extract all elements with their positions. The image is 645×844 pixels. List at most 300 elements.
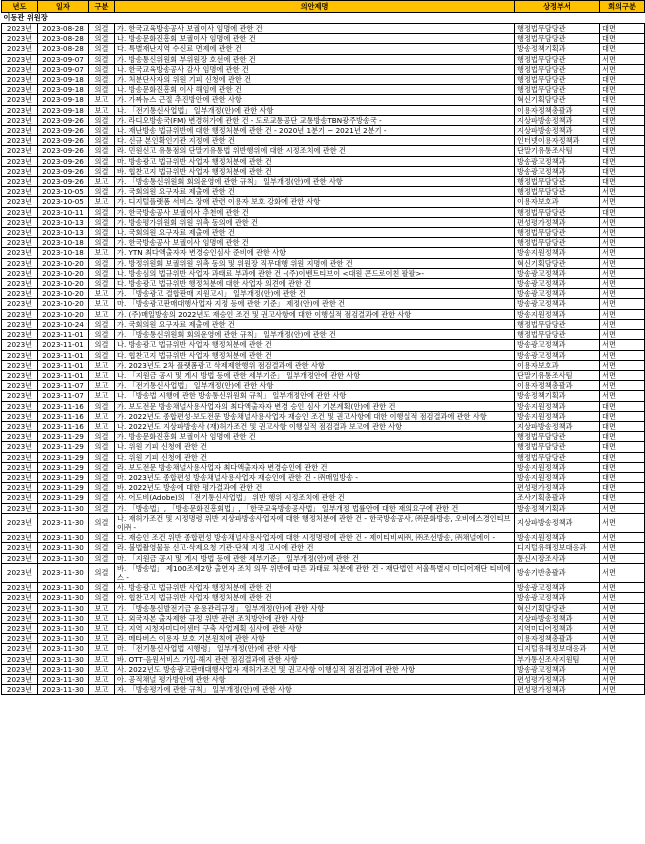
- cell-type: 의결: [89, 34, 115, 44]
- cell-date: 2023-11-16: [38, 401, 89, 411]
- cell-meeting: 서면: [600, 553, 645, 563]
- cell-type: 보고: [89, 248, 115, 258]
- cell-meeting: 서면: [600, 187, 645, 197]
- table-row: [2, 350, 645, 360]
- table-body: [2, 13, 645, 695]
- cell-title: 나. 국회의원 요구자료 제출에 관한 건: [115, 228, 515, 238]
- cell-year: 2023년: [2, 391, 38, 401]
- cell-meeting: 서면: [600, 370, 645, 380]
- cell-type: 의결: [89, 44, 115, 54]
- cell-date: 2023-09-26: [38, 136, 89, 146]
- cell-dept: 방송지원정책과: [515, 533, 600, 543]
- cell-date: 2023-09-18: [38, 105, 89, 115]
- cell-title: 가. 「방송통신발전기금 운용관리규정」 일부개정(안)에 관한 사항: [115, 603, 515, 613]
- table-row: [2, 105, 645, 115]
- cell-meeting: 서면: [600, 391, 645, 401]
- cell-type: 보고: [89, 685, 115, 695]
- cell-year: 2023년: [2, 248, 38, 258]
- cell-title: 라. 불법촬영물등 신고·삭제요청 기관·단체 지정 고시에 관한 건: [115, 543, 515, 553]
- cell-title: 가. 라디오방송국(FM) 변경허가에 관한 건 - 도로교통공단 교통방송TBN광주방송국 -: [115, 115, 515, 125]
- cell-title: 나. 재난방송 법규위반에 대한 행정처분에 관한 건 - 2020년 1분기 ~ 2021년 2분기 -: [115, 126, 515, 136]
- table-row: [2, 54, 645, 64]
- cell-year: 2023년: [2, 623, 38, 633]
- table-row: [2, 279, 645, 289]
- cell-meeting: 대면: [600, 401, 645, 411]
- table-row: [2, 442, 645, 452]
- cell-meeting: 서면: [600, 299, 645, 309]
- cell-dept: 방송광고정책과: [515, 268, 600, 278]
- cell-date: 2023-11-30: [38, 583, 89, 593]
- cell-year: 2023년: [2, 452, 38, 462]
- cell-title: 가. 2023년도 2차 플랫폼광고 삭제제한행위 점검결과에 관한 사항: [115, 360, 515, 370]
- cell-dept: 단말기유통조사팀: [515, 370, 600, 380]
- cell-date: 2023-11-16: [38, 421, 89, 431]
- cell-dept: 방송지원정책과: [515, 462, 600, 472]
- table-row: [2, 634, 645, 644]
- cell-dept: 편성평가정책과: [515, 217, 600, 227]
- cell-meeting: 서면: [600, 258, 645, 268]
- cell-year: 2023년: [2, 360, 38, 370]
- cell-dept: 방송지원정책과: [515, 248, 600, 258]
- cell-type: 의결: [89, 166, 115, 176]
- cell-date: 2023-11-01: [38, 370, 89, 380]
- cell-meeting: 서면: [600, 340, 645, 350]
- cell-dept: 단말기유통조사팀: [515, 146, 600, 156]
- table-row: [2, 644, 645, 654]
- cell-year: 2023년: [2, 268, 38, 278]
- table-row: [2, 340, 645, 350]
- cell-date: 2023-11-30: [38, 634, 89, 644]
- cell-type: 보고: [89, 381, 115, 391]
- cell-date: 2023-09-18: [38, 95, 89, 105]
- cell-type: 의결: [89, 472, 115, 482]
- cell-type: 보고: [89, 675, 115, 685]
- cell-year: 2023년: [2, 75, 38, 85]
- cell-meeting: 서면: [600, 238, 645, 248]
- col-type: 구분: [89, 1, 115, 13]
- cell-title: 나. 외국자본 출자제한 규정 위반 관련 조치방안에 관한 사항: [115, 613, 515, 623]
- cell-type: 의결: [89, 442, 115, 452]
- cell-title: 자. 「방송평가에 관한 규칙」 일부개정(안)에 관한 사항: [115, 685, 515, 695]
- cell-dept: 지역미디어정책과: [515, 623, 600, 633]
- cell-meeting: 서면: [600, 533, 645, 543]
- cell-dept: 행정법무담당관: [515, 228, 600, 238]
- cell-dept: 방송광고정책과: [515, 340, 600, 350]
- cell-year: 2023년: [2, 44, 38, 54]
- cell-type: 의결: [89, 483, 115, 493]
- cell-date: 2023-11-29: [38, 452, 89, 462]
- cell-meeting: 서면: [600, 543, 645, 553]
- table-row: [2, 187, 645, 197]
- cell-type: 의결: [89, 146, 115, 156]
- cell-dept: 행정법무담당관: [515, 75, 600, 85]
- cell-dept: 방송지원정책과: [515, 401, 600, 411]
- cell-year: 2023년: [2, 442, 38, 452]
- cell-date: 2023-09-18: [38, 75, 89, 85]
- cell-year: 2023년: [2, 54, 38, 64]
- table-row: [2, 238, 645, 248]
- cell-year: 2023년: [2, 634, 38, 644]
- cell-type: 보고: [89, 360, 115, 370]
- table-row: [2, 503, 645, 513]
- cell-year: 2023년: [2, 177, 38, 187]
- table-row: [2, 452, 645, 462]
- table-row: [2, 472, 645, 482]
- cell-title: 다. 신규 본인확인기관 지정에 관한 건: [115, 136, 515, 146]
- cell-meeting: 대면: [600, 442, 645, 452]
- table-row: [2, 563, 645, 582]
- table-row: [2, 411, 645, 421]
- cell-title: 사. 방송광고 법규위반 사업자 행정처분에 관한 건: [115, 583, 515, 593]
- cell-meeting: 서면: [600, 654, 645, 664]
- cell-type: 의결: [89, 452, 115, 462]
- cell-title: 가. 방송평가위원회 위원 위촉 동의에 관한 건: [115, 217, 515, 227]
- cell-title: 사. 어도비(Adobe)의 「전기통신사업법」 위반 행위 시정조치에 관한 건: [115, 493, 515, 503]
- table-row: [2, 166, 645, 176]
- cell-year: 2023년: [2, 350, 38, 360]
- cell-type: 보고: [89, 634, 115, 644]
- col-meeting: 회의구분: [600, 1, 645, 13]
- cell-date: 2023-10-05: [38, 187, 89, 197]
- cell-meeting: 대면: [600, 115, 645, 125]
- cell-date: 2023-10-18: [38, 248, 89, 258]
- cell-type: 의결: [89, 503, 115, 513]
- cell-title: 나. 「방송법 시행에 관한 방송통신위원회 규칙」 일부개정안에 관한 사항: [115, 391, 515, 401]
- cell-type: 의결: [89, 533, 115, 543]
- cell-year: 2023년: [2, 126, 38, 136]
- cell-date: 2023-11-30: [38, 685, 89, 695]
- cell-meeting: 서면: [600, 217, 645, 227]
- cell-dept: 행정법무담당관: [515, 432, 600, 442]
- cell-type: 보고: [89, 664, 115, 674]
- cell-date: 2023-11-30: [38, 533, 89, 543]
- cell-date: 2023-11-01: [38, 350, 89, 360]
- cell-dept: 방송정책기획과: [515, 503, 600, 513]
- cell-meeting: 대면: [600, 136, 645, 146]
- cell-type: 의결: [89, 75, 115, 85]
- cell-date: 2023-11-29: [38, 462, 89, 472]
- cell-date: 2023-09-07: [38, 54, 89, 64]
- cell-year: 2023년: [2, 381, 38, 391]
- cell-meeting: 서면: [600, 613, 645, 623]
- cell-type: 보고: [89, 299, 115, 309]
- table-row: [2, 381, 645, 391]
- cell-title: 나. 위원 기피 신청에 관한 건: [115, 442, 515, 452]
- cell-type: 의결: [89, 593, 115, 603]
- cell-year: 2023년: [2, 64, 38, 74]
- cell-type: 보고: [89, 289, 115, 299]
- table-row: [2, 115, 645, 125]
- cell-date: 2023-11-30: [38, 664, 89, 674]
- cell-type: 의결: [89, 401, 115, 411]
- cell-title: 바. 2022년도 방송에 대한 평가결과에 관한 건: [115, 483, 515, 493]
- cell-dept: 지상파방송정책과: [515, 421, 600, 431]
- cell-date: 2023-11-30: [38, 603, 89, 613]
- cell-year: 2023년: [2, 279, 38, 289]
- cell-dept: 이용자정책총괄과: [515, 634, 600, 644]
- cell-meeting: 서면: [600, 583, 645, 593]
- cell-meeting: 서면: [600, 309, 645, 319]
- cell-title: 다. 방송광고 법규위반 행정처분에 대한 사업자 의견에 관한 건: [115, 279, 515, 289]
- cell-dept: 방송정책기획과: [515, 44, 600, 54]
- cell-type: 의결: [89, 279, 115, 289]
- cell-dept: 방송광고정책과: [515, 593, 600, 603]
- cell-dept: 행정법무담당관: [515, 330, 600, 340]
- cell-title: 나. 방송문화진흥회 이사 해임에 관한 건: [115, 85, 515, 95]
- table-row: [2, 299, 645, 309]
- cell-dept: 방송정책기획과: [515, 391, 600, 401]
- cell-date: 2023-11-30: [38, 553, 89, 563]
- cell-dept: 지상파방송정책과: [515, 513, 600, 532]
- cell-meeting: 대면: [600, 75, 645, 85]
- cell-date: 2023-11-07: [38, 381, 89, 391]
- cell-type: 보고: [89, 644, 115, 654]
- cell-meeting: 대면: [600, 95, 645, 105]
- cell-date: 2023-09-26: [38, 166, 89, 176]
- cell-dept: 디지털유해정보대응과: [515, 543, 600, 553]
- table-row: [2, 583, 645, 593]
- cell-meeting: 서면: [600, 634, 645, 644]
- cell-type: 의결: [89, 340, 115, 350]
- cell-meeting: 서면: [600, 503, 645, 513]
- cell-meeting: 서면: [600, 644, 645, 654]
- cell-title: 나. 한국교육방송공사 감사 임명에 관한 건: [115, 64, 515, 74]
- cell-dept: 방송지원정책과: [515, 411, 600, 421]
- table-row: [2, 593, 645, 603]
- cell-dept: 행정법무담당관: [515, 442, 600, 452]
- cell-date: 2023-08-28: [38, 34, 89, 44]
- cell-meeting: 서면: [600, 279, 645, 289]
- cell-meeting: 대면: [600, 472, 645, 482]
- table-row: [2, 289, 645, 299]
- cell-type: 보고: [89, 654, 115, 664]
- cell-date: 2023-10-24: [38, 319, 89, 329]
- table-row: [2, 391, 645, 401]
- cell-date: 2023-10-18: [38, 238, 89, 248]
- cell-year: 2023년: [2, 675, 38, 685]
- table-row: [2, 685, 645, 695]
- cell-dept: 방송광고정책과: [515, 350, 600, 360]
- cell-date: 2023-08-28: [38, 24, 89, 34]
- cell-type: 의결: [89, 543, 115, 553]
- cell-year: 2023년: [2, 340, 38, 350]
- cell-meeting: 서면: [600, 248, 645, 258]
- table-row: [2, 228, 645, 238]
- cell-dept: 행정법무담당관: [515, 177, 600, 187]
- table-row: [2, 156, 645, 166]
- cell-meeting: 서면: [600, 381, 645, 391]
- cell-meeting: 대면: [600, 156, 645, 166]
- cell-title: 라. 민원신고 유통점의 단말기유통법 위반행위에 대한 시정조치에 관한 건: [115, 146, 515, 156]
- cell-title: 마. 「지원금 공시 및 게시 방법 등에 관한 세부기준」 일부개정(안)에 관한 건: [115, 553, 515, 563]
- cell-year: 2023년: [2, 370, 38, 380]
- cell-type: 의결: [89, 156, 115, 166]
- cell-date: 2023-09-26: [38, 115, 89, 125]
- cell-type: 보고: [89, 623, 115, 633]
- cell-meeting: 서면: [600, 228, 645, 238]
- cell-dept: 방송광고정책과: [515, 289, 600, 299]
- cell-title: 가. 「전기통신사업법」 일부개정(안)에 관한 사항: [115, 381, 515, 391]
- cell-dept: 인터넷이용자정책과: [515, 136, 600, 146]
- cell-year: 2023년: [2, 156, 38, 166]
- col-title: 의안제명: [115, 1, 515, 13]
- table-row: [2, 613, 645, 623]
- cell-type: 보고: [89, 421, 115, 431]
- cell-year: 2023년: [2, 85, 38, 95]
- cell-meeting: 대면: [600, 432, 645, 442]
- cell-date: 2023-10-20: [38, 279, 89, 289]
- cell-year: 2023년: [2, 24, 38, 34]
- cell-date: 2023-11-30: [38, 513, 89, 532]
- cell-meeting: 서면: [600, 289, 645, 299]
- cell-meeting: 서면: [600, 603, 645, 613]
- cell-date: 2023-11-30: [38, 623, 89, 633]
- cell-title: 나. 「지원금 공시 및 게시 방법 등에 관한 세부기준」 일부개정안에 관한 사항: [115, 370, 515, 380]
- table-row: [2, 603, 645, 613]
- cell-dept: 방송광고정책과: [515, 299, 600, 309]
- table-row: [2, 258, 645, 268]
- cell-date: 2023-10-20: [38, 258, 89, 268]
- cell-year: 2023년: [2, 563, 38, 582]
- cell-dept: 지상파방송정책과: [515, 115, 600, 125]
- cell-type: 보고: [89, 603, 115, 613]
- cell-date: 2023-11-30: [38, 543, 89, 553]
- cell-year: 2023년: [2, 319, 38, 329]
- table-row: [2, 664, 645, 674]
- table-row: [2, 95, 645, 105]
- cell-date: 2023-11-30: [38, 613, 89, 623]
- cell-dept: 행정법무담당관: [515, 319, 600, 329]
- cell-dept: 행정법무담당관: [515, 452, 600, 462]
- cell-meeting: 대면: [600, 146, 645, 156]
- cell-type: 의결: [89, 136, 115, 146]
- cell-year: 2023년: [2, 258, 38, 268]
- cell-meeting: 서면: [600, 685, 645, 695]
- cell-dept: 혁신기획담당관: [515, 603, 600, 613]
- col-year: 년도: [2, 1, 38, 13]
- cell-year: 2023년: [2, 330, 38, 340]
- cell-dept: 혁신기획담당관: [515, 95, 600, 105]
- cell-type: 의결: [89, 330, 115, 340]
- cell-dept: 편성평가정책과: [515, 675, 600, 685]
- cell-meeting: 서면: [600, 54, 645, 64]
- cell-year: 2023년: [2, 166, 38, 176]
- table-row: [2, 34, 645, 44]
- cell-title: 다. 특별재난지역 수신료 면제에 관한 건: [115, 44, 515, 54]
- cell-title: 가. 방송문화진흥회 보궐이사 임명에 관한 건: [115, 432, 515, 442]
- cell-dept: 이용자보호과: [515, 360, 600, 370]
- cell-meeting: 서면: [600, 319, 645, 329]
- cell-meeting: 서면: [600, 675, 645, 685]
- cell-date: 2023-10-20: [38, 309, 89, 319]
- cell-meeting: 대면: [600, 452, 645, 462]
- cell-title: 사. 2022년도 방송광고판매대행사업자 재허가조건 및 권고사항 이행실적 점검결과에 관한 사항: [115, 664, 515, 674]
- table-row: [2, 319, 645, 329]
- cell-type: 의결: [89, 462, 115, 472]
- table-row: [2, 370, 645, 380]
- cell-meeting: 대면: [600, 493, 645, 503]
- cell-date: 2023-09-18: [38, 85, 89, 95]
- cell-type: 의결: [89, 207, 115, 217]
- cell-year: 2023년: [2, 187, 38, 197]
- cell-title: 가. YTN 최다액출자자 변경승인심사 준비에 관한 사항: [115, 248, 515, 258]
- header-row: [2, 1, 645, 13]
- cell-year: 2023년: [2, 95, 38, 105]
- cell-title: 라. 보도전문 방송채널사용사업자 최다액출자자 변경승인에 관한 건: [115, 462, 515, 472]
- cell-type: 의결: [89, 64, 115, 74]
- cell-dept: 방송광고정책과: [515, 166, 600, 176]
- cell-year: 2023년: [2, 432, 38, 442]
- cell-type: 의결: [89, 432, 115, 442]
- cell-date: 2023-10-20: [38, 299, 89, 309]
- cell-year: 2023년: [2, 146, 38, 156]
- cell-year: 2023년: [2, 401, 38, 411]
- table-row: [2, 197, 645, 207]
- cell-title: 가. 방정위원회 보궐위원 위촉 동의 및 위원장 직무대행 위원 지명에 관한 건: [115, 258, 515, 268]
- cell-year: 2023년: [2, 299, 38, 309]
- cell-type: 보고: [89, 95, 115, 105]
- cell-title: 바. OTT·음원서비스 가입·해지 관련 점검결과에 관한 사항: [115, 654, 515, 664]
- cell-type: 보고: [89, 197, 115, 207]
- cell-dept: 지상파방송정책과: [515, 126, 600, 136]
- cell-year: 2023년: [2, 309, 38, 319]
- cell-type: 의결: [89, 563, 115, 582]
- table-row: [2, 309, 645, 319]
- table-row: [2, 268, 645, 278]
- cell-type: 의결: [89, 319, 115, 329]
- cell-date: 2023-11-16: [38, 411, 89, 421]
- cell-type: 의결: [89, 115, 115, 125]
- cell-title: 다. 협찬고지 법규위반 사업자 행정처분에 관한 건: [115, 350, 515, 360]
- resolution-table: [1, 0, 645, 695]
- cell-type: 의결: [89, 24, 115, 34]
- cell-dept: 행정법무담당관: [515, 238, 600, 248]
- cell-date: 2023-11-29: [38, 483, 89, 493]
- cell-year: 2023년: [2, 543, 38, 553]
- cell-date: 2023-10-11: [38, 207, 89, 217]
- cell-meeting: 서면: [600, 64, 645, 74]
- cell-title: 바. 「방송법」 제100조제2항 출연자 조치 의무 위반에 따른 과태료 처분에 관한 건 - 재단법인 서울특별시 미디어재단 티비에스 -: [115, 563, 515, 582]
- cell-type: 보고: [89, 309, 115, 319]
- cell-dept: 이용자정책총괄과: [515, 105, 600, 115]
- cell-date: 2023-11-01: [38, 340, 89, 350]
- cell-title: 가. (주)매일방송의 2022년도 재승인 조건 및 권고사항에 대한 이행실적 점검결과에 관한 사항: [115, 309, 515, 319]
- cell-type: 보고: [89, 411, 115, 421]
- table-row: [2, 64, 645, 74]
- cell-year: 2023년: [2, 583, 38, 593]
- cell-title: 나. 2022년도 지상파방송사 (재)허가조건 및 권고사항 이행실적 점검결과 보고에 관한 사항: [115, 421, 515, 431]
- cell-date: 2023-08-28: [38, 44, 89, 54]
- table-row: [2, 432, 645, 442]
- cell-year: 2023년: [2, 105, 38, 115]
- cell-year: 2023년: [2, 421, 38, 431]
- cell-year: 2023년: [2, 503, 38, 513]
- cell-meeting: 서면: [600, 623, 645, 633]
- cell-type: 의결: [89, 228, 115, 238]
- cell-date: 2023-09-26: [38, 177, 89, 187]
- cell-type: 의결: [89, 493, 115, 503]
- cell-meeting: 서면: [600, 593, 645, 603]
- table-row: [2, 462, 645, 472]
- cell-dept: 편성평가정책과: [515, 483, 600, 493]
- cell-meeting: 대면: [600, 462, 645, 472]
- cell-dept: 행정법무담당관: [515, 85, 600, 95]
- cell-year: 2023년: [2, 513, 38, 532]
- cell-dept: 이용자보호과: [515, 197, 600, 207]
- cell-year: 2023년: [2, 664, 38, 674]
- cell-year: 2023년: [2, 603, 38, 613]
- cell-dept: 행정법무담당관: [515, 34, 600, 44]
